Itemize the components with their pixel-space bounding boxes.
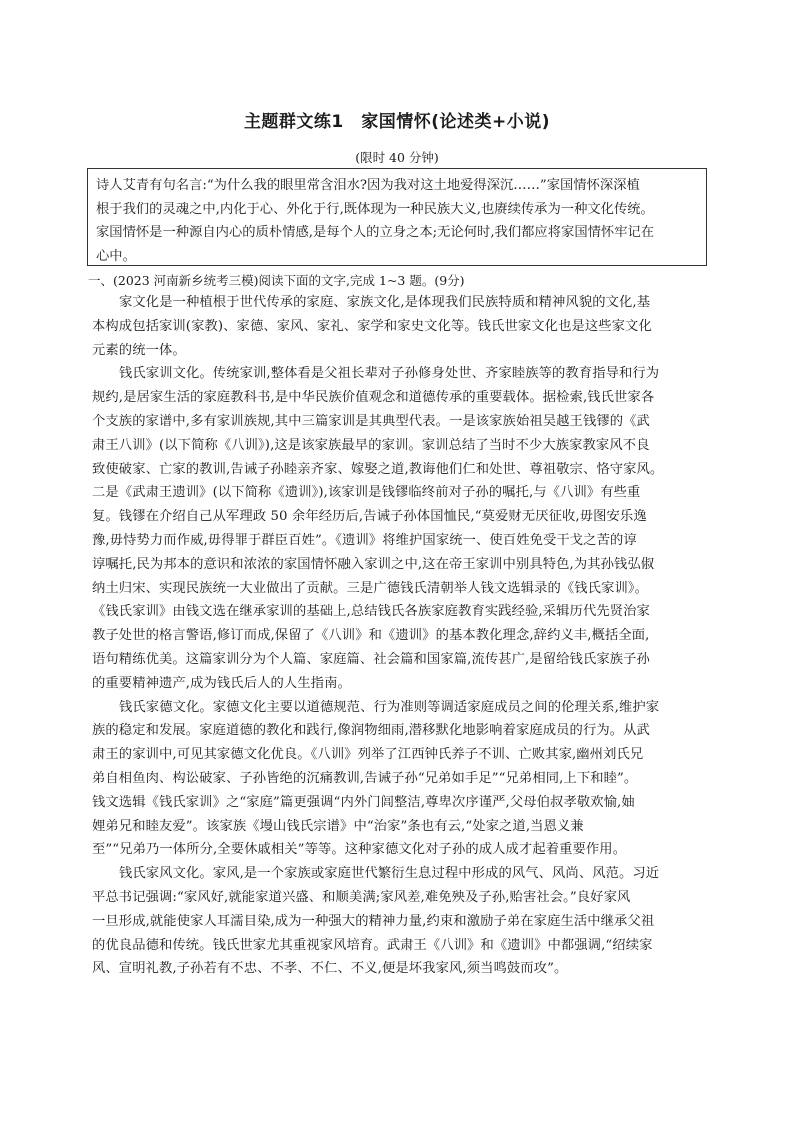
passage-line: 一旦形成,就能使家人耳濡目染,成为一种强大的精神力量,约束和激励子弟在家庭生活中继承父祖 <box>92 913 655 929</box>
intro-quote-box <box>87 168 707 266</box>
passage-line: 弟自相鱼肉、构讼破家、子孙皆绝的沉痛教训,告诫子孙“兄弟如手足”“兄弟相同,上下和睦”。 <box>92 770 638 786</box>
page-title: 主题群文练1 家国情怀(论述类+小说) <box>243 112 551 132</box>
passage-line: 纳土归宋、实现民族统一大业做出了贡献。三是广德钱氏清朝举人钱文选辑录的《钱氏家训》。 <box>92 580 649 596</box>
intro-line: 根于我们的灵魂之中,内化于心、外化于行,既体现为一种民族大义,也赓续传承为一种文化传统。 <box>96 201 654 217</box>
passage-line: 语句精练优美。这篇家训分为个人篇、家庭篇、社会篇和国家篇,流传甚广,是留给钱氏家族子孙 <box>92 651 650 667</box>
intro-line: 诗人艾青有句名言:“为什么我的眼里常含泪水?因为我对这土地爱得深沉……”家国情怀深深植 <box>96 178 640 193</box>
passage-line: 钱文选辑《钱氏家训》之“家庭”篇更强调“内外门闾整洁,尊卑次序谨严,父母伯叔孝敬欢愉,妯 <box>92 794 635 810</box>
passage-line: 肃王八训》(以下简称《八训》),这是该家族最早的家训。家训总结了当时不少大族家教家风不良 <box>92 437 650 453</box>
passage-line: 的重要精神遗产,成为钱氏后人的人生指南。 <box>92 675 351 691</box>
intro-line: 家国情怀是一种源自内心的质朴情感,是每个人的立身之本;无论何时,我们都应将家国情怀牢记在 <box>96 225 655 241</box>
passage-line: 肃王的家训中,可见其家德文化优良。《八训》列举了江西钟氏养子不训、亡败其家,幽州刘氏兄 <box>92 747 644 763</box>
passage-line: 钱氏家风文化。家风,是一个家族或家庭世代繁衍生息过程中形成的风气、风尚、风范。习近 <box>119 866 660 882</box>
passage-line: 钱氏家德文化。家德文化主要以道德规范、行为准则等调适家庭成员之间的伦理关系,维护家 <box>119 699 660 715</box>
passage-line: 元素的统一体。 <box>92 342 186 358</box>
passage-line: 平总书记强调:“家风好,就能家道兴盛、和顺美满;家风差,难免殃及子孙,贻害社会。”良好家风 <box>92 889 631 905</box>
passage-line: 本构成包括家训(家教)、家德、家风、家礼、家学和家史文化等。钱氏世家文化也是这些家文化 <box>92 318 652 334</box>
passage-line: 钱氏家训文化。传统家训,整体看是父祖长辈对子孙修身处世、齐家睦族等的教育指导和行为 <box>119 366 660 382</box>
passage-line: 复。钱镠在介绍自己从军理政 50 余年经历后,告诫子孙体国恤民,“莫爱财无厌征收,毋图安乐逸 <box>92 509 647 525</box>
passage-line: 豫,毋恃势力而作威,毋得罪于群臣百姓”。《遗训》将维护国家统一、使百姓免受干戈之苦的谆 <box>92 532 637 548</box>
passage-line: 的优良品德和传统。钱氏世家尤其重视家风培育。武肃王《八训》和《遗训》中都强调,“绍续家 <box>92 937 653 953</box>
passage-line: 谆嘱托,民为邦本的意识和浓浓的家国情怀融入家训之中,这在帝王家训中别具特色,为其孙钱弘俶 <box>92 556 655 572</box>
passage-line: 家文化是一种植根于世代传承的家庭、家族文化,是体现我们民族特质和精神风貌的文化,基 <box>119 295 651 310</box>
passage-line: 二是《武肃王遗训》(以下简称《遗训》),该家训是钱镠临终前对子孙的嘱托,与《八训》有些重 <box>92 485 641 501</box>
intro-line: 心中。 <box>96 248 136 264</box>
passage-line: 娌弟兄和睦友爱”。该家族《墁山钱氏宗谱》中“治家”条也有云,“处家之道,当恩义兼 <box>92 818 584 834</box>
passage-line: 风、宣明礼教,子孙若有不忠、不孝、不仁、不义,便是坏我家风,须当鸣鼓而攻”。 <box>92 961 568 977</box>
passage-line: 致使破家、亡家的教训,告诫子孙睦亲齐家、嫁娶之道,教诲他们仁和处世、尊祖敬宗、恪守家风。 <box>92 461 664 477</box>
passage-line: 规约,是居家生活的家庭教科书,是中华民族价值观念和道德传承的重要载体。据检索,钱氏世家各 <box>92 390 655 406</box>
passage-line: 个支族的家谱中,多有家训族规,其中三篇家训是其典型代表。一是该家族始祖吴越王钱镠的《武 <box>92 413 650 429</box>
passage-line: 教子处世的格言警语,修订而成,保留了《八训》和《遗训》的基本教化理念,辞约义丰,概括全面, <box>92 628 650 644</box>
reading-passage <box>92 291 706 981</box>
question-header: 一、(2023 河南新乡统考三模)阅读下面的文字,完成 1~3 题。(9分) <box>88 273 465 288</box>
passage-line: 至”“兄弟乃一体所分,全要休戚相关”等等。这种家德文化对子孙的成人成才起着重要作用。 <box>92 842 627 858</box>
passage-line: 《钱氏家训》由钱文选在继承家训的基础上,总结钱氏各族家庭教育实践经验,采辑历代先贤治家 <box>92 604 650 620</box>
passage-line: 族的稳定和发展。家庭道德的教化和践行,像润物细雨,潜移默化地影响着家庭成员的行为。从武 <box>92 723 650 739</box>
time-limit-note: (限时 40 分钟) <box>355 150 439 165</box>
